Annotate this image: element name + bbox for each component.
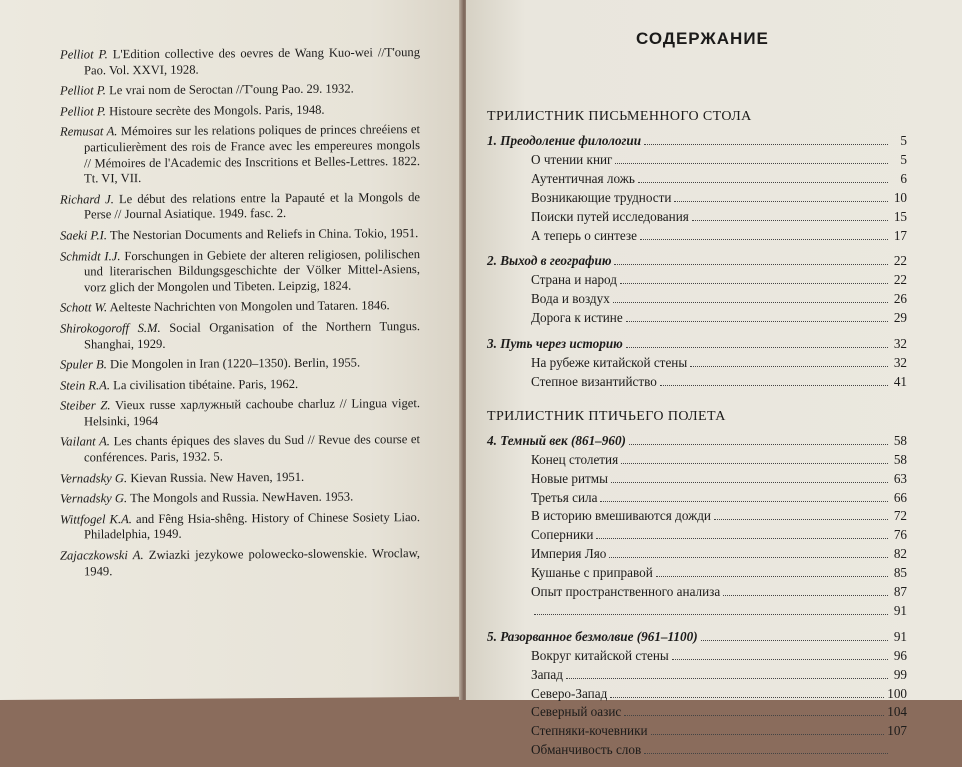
toc-subsection-link[interactable] (487, 373, 907, 392)
bibliography-entry (60, 81, 420, 99)
dot-leader (672, 659, 888, 660)
dot-leader (610, 697, 884, 698)
bibliography-entry (60, 102, 420, 120)
toc-entry-label: Конец столетия (531, 451, 619, 467)
entry-text: The Mongols and Russia. NewHaven. 1953. (130, 489, 354, 506)
toc-entry-label: А теперь о синтезе (531, 227, 637, 243)
dot-leader (609, 557, 888, 558)
bibliography-entry (60, 510, 420, 544)
entry-text: Le vrai nom de Seroctan //T'oung Pao. 29. 1932. (109, 81, 354, 98)
dot-leader (611, 482, 888, 483)
entry-author: Pelliot P. (60, 83, 106, 98)
toc-entry-label: 4. Темный век (861–960) (487, 432, 626, 448)
toc-subsection-link[interactable] (487, 602, 907, 621)
entry-text: Aelteste Nachrichten von Mongolen und Tataren. 1846. (109, 298, 390, 315)
toc-page-number: 96 (893, 647, 907, 663)
toc-entry-label: 2. Выход в географию (487, 253, 612, 269)
bibliography-list (60, 45, 420, 585)
toc-heading: СОДЕРЖАНИЕ (636, 29, 769, 48)
entry-text: Les chants épiques des slaves du Sud // Revue des course et conférences. Paris, 1932. 5. (84, 432, 420, 465)
toc-subsection-link[interactable] (487, 545, 907, 564)
toc-chapter-link[interactable] (487, 132, 907, 151)
entry-text: Le début des relations entre la Papauté et la Mongols de Perse // Journal Asiatique. 1949. fasc. 2. (84, 189, 420, 222)
toc-entry-label: Вода и воздух (531, 291, 610, 307)
toc-page-number: 76 (893, 527, 907, 543)
entry-author: Vernadsky G. (60, 470, 128, 486)
dot-leader (626, 347, 888, 348)
toc-subsection-link[interactable] (487, 151, 907, 170)
toc-page-number: 99 (893, 666, 907, 682)
dot-leader (615, 163, 888, 164)
dot-leader (613, 302, 888, 303)
dot-leader (620, 283, 888, 284)
dot-leader (624, 715, 884, 716)
dot-leader (660, 385, 888, 386)
toc-entry-label: Страна и народ (531, 272, 617, 288)
toc-page-number: 107 (887, 723, 907, 739)
entry-author: Remusat A. (60, 124, 118, 139)
toc-subsection-link[interactable] (487, 583, 907, 602)
toc-chapter-link[interactable] (487, 252, 907, 271)
toc-page-number: 29 (893, 310, 907, 326)
toc-subsection-link[interactable] (487, 526, 907, 545)
toc-page-number: 63 (893, 470, 907, 486)
entry-text: Die Mongolen in Iran (1220–1350). Berlin, 1955. (110, 355, 361, 372)
entry-text: Forschungen in Gebiete der alteren religiosen, polilischen und literarischen Bildungsgeschichte der Völker Mittel-Asiens, vorz glich der Mongolen und Tibeten. Leipzig, 1824. (84, 246, 420, 295)
dot-leader (534, 614, 888, 615)
dot-leader (621, 463, 888, 464)
bibliography-entry (60, 355, 420, 373)
entry-text: Vieux russe харлужный cachoube charluz // Lingua viget. Helsinki, 1964 (84, 396, 420, 429)
toc-subsection-link[interactable] (487, 507, 907, 526)
entry-author: Steiber Z. (60, 398, 111, 413)
toc-chapter-link[interactable] (487, 432, 907, 451)
dot-leader (638, 182, 888, 183)
toc-entry-label: 5. Разорванное безмолвие (961–1100) (487, 628, 698, 644)
toc-subsection-link[interactable] (487, 290, 907, 309)
toc-page-number: 15 (893, 208, 907, 224)
dot-leader (690, 366, 888, 367)
toc-entry-label: Аутентичная ложь (531, 170, 635, 186)
entry-text: Social Organisation of the Northern Tungus. Shanghai, 1929. (84, 318, 420, 351)
toc-subsection-link[interactable] (487, 451, 907, 470)
toc-page-number: 10 (893, 189, 907, 205)
dot-leader (692, 220, 888, 221)
toc-entry-label: Новые ритмы (531, 470, 608, 486)
toc-subsection-link[interactable] (487, 208, 907, 227)
toc-page-number: 82 (893, 546, 907, 562)
toc-page-number: 32 (893, 336, 907, 352)
toc-part-title: ТРИЛИСТНИК ПИСЬМЕННОГО СТОЛА (487, 109, 752, 124)
toc-part (487, 408, 907, 760)
toc-entry-label: Опыт пространственного анализа (531, 584, 721, 600)
dot-leader (656, 576, 888, 577)
dot-leader (701, 640, 888, 641)
toc-page-number: 85 (893, 565, 907, 581)
bibliography-entry (60, 376, 420, 394)
entry-text: L'Edition collective des oevres de Wang Kuo-wei //T'oung Pao. Vol. XXVI, 1928. (84, 45, 420, 78)
bibliography-entry (60, 489, 420, 507)
entry-text: La civilisation tibétaine. Paris, 1962. (113, 376, 299, 392)
toc-page-number: 87 (893, 584, 907, 600)
toc-page-number: 72 (893, 508, 907, 524)
toc-entry-label: Северный оазис (531, 704, 622, 720)
toc-subsection-link[interactable] (487, 271, 907, 290)
toc-subsection-link[interactable] (487, 564, 907, 583)
entry-author: Pelliot P. (60, 47, 108, 62)
toc-chapter-link[interactable] (487, 335, 907, 354)
bibliography-entry (60, 433, 420, 467)
toc-entry-label: Поиски путей исследования (531, 208, 689, 224)
toc-page-number: 104 (887, 704, 907, 720)
toc-entry-label: Кушанье с приправой (531, 565, 653, 581)
toc-entry-label: В историю вмешиваются дожди (531, 508, 711, 524)
toc-page-number: 58 (893, 432, 907, 448)
dot-leader (714, 519, 888, 520)
toc-chapter-section (487, 335, 907, 392)
bibliography-entry (60, 469, 420, 487)
entry-author: Vernadsky G. (60, 491, 128, 506)
toc-entry-label: 3. Путь через историю (487, 336, 623, 352)
entry-author: Wittfogel K.A. (60, 511, 132, 527)
toc-entry-label: Империя Ляо (531, 546, 607, 562)
bibliography-entry (60, 546, 420, 580)
toc-entry-label: Степняки-кочевники (531, 723, 648, 739)
toc-entry-label: Степное византийство (531, 373, 657, 389)
toc-chapter-link[interactable] (487, 628, 907, 647)
toc-page-number: 32 (893, 354, 907, 370)
toc-entry-label: Соперники (531, 527, 594, 543)
toc-entry-label: 1. Преодоление филологии (487, 133, 642, 148)
toc-page-number: 91 (893, 602, 907, 618)
toc-chapter-section (487, 628, 907, 760)
entry-text: Zwiazki jezykowe polowecko-slowenskie. Wroclaw, 1949. (84, 546, 420, 579)
dot-leader (651, 734, 885, 735)
dot-leader (723, 595, 888, 596)
bibliography-entry (60, 298, 420, 316)
toc-subsection-link[interactable] (487, 666, 907, 685)
entry-author: Shirokogoroff S.M. (60, 320, 161, 336)
entry-author: Saeki P.I. (60, 228, 107, 243)
toc-chapter-section (487, 132, 907, 245)
toc-subsection-link[interactable] (487, 685, 907, 704)
toc-page-number: 22 (893, 253, 907, 269)
left-page (0, 0, 462, 700)
toc-entry-label: О чтении книг (531, 151, 613, 167)
entry-author: Zajaczkowski A. (60, 548, 144, 563)
entry-author: Pelliot P. (60, 104, 106, 119)
dot-leader (600, 501, 888, 502)
bibliography-entry (60, 396, 420, 430)
toc-subsection-link[interactable] (487, 354, 907, 373)
toc-entry-label: На рубеже китайской стены (531, 354, 688, 370)
entry-author: Schmidt I.J. (60, 248, 121, 264)
entry-text: Histoure secrète des Mongols. Paris, 1948. (109, 102, 325, 119)
toc-subsection-link[interactable] (487, 470, 907, 489)
toc-entry-label: Обманчивость слов (531, 742, 642, 758)
bibliography-entry (60, 226, 420, 244)
bibliography-entry (60, 45, 420, 79)
bibliography-entry (60, 190, 420, 224)
entry-author: Stein R.A. (60, 377, 111, 393)
toc-entry-label: Вокруг китайской стены (531, 647, 669, 663)
toc-entry-label: Третья сила (531, 489, 598, 505)
toc-page-number: 58 (893, 451, 907, 467)
toc-entry-label: Северо-Запад (531, 685, 608, 701)
entry-text: The Nestorian Documents and Reliefs in China. Tokio, 1951. (109, 226, 419, 243)
entry-author: Schott W. (60, 300, 108, 315)
toc-page-number: 26 (893, 291, 907, 307)
dot-leader (644, 753, 888, 754)
dot-leader (614, 264, 888, 265)
toc-page-number: 22 (893, 272, 907, 288)
toc-page-number: 6 (900, 170, 907, 186)
entry-text: Mémoires sur les relations poliques de princes chreéiens et particulierèment des rois de France avec les empereures mongols // Mémoires de l'Academic des Inscritions et Belles-Lettres. 1822. Tt. VI, VII. (84, 122, 420, 186)
dot-leader (629, 444, 888, 445)
entry-text: and Fêng Hsia-shêng. History of Chinese Sosiety Liao. Philadelphia, 1949. (84, 509, 420, 542)
dot-leader (644, 144, 888, 145)
toc-subsection-link[interactable] (487, 170, 907, 189)
dot-leader (626, 321, 888, 322)
toc-part-title: ТРИЛИСТНИК ПТИЧЬЕГО ПОЛЕТА (487, 408, 726, 424)
toc-page-number: 91 (893, 628, 907, 644)
dot-leader (674, 201, 888, 202)
bibliography-entry (60, 247, 420, 296)
toc-page-number: 66 (893, 489, 907, 505)
toc-page-number: 17 (893, 227, 907, 243)
toc-part (487, 108, 907, 392)
entry-author: Vailant A. (60, 434, 110, 450)
toc-entry-label: Возникающие трудности (531, 189, 672, 205)
toc-subsection-link[interactable] (487, 722, 907, 741)
dot-leader (596, 538, 888, 539)
toc-subsection-link[interactable] (487, 309, 907, 328)
entry-text: Kievan Russia. New Haven, 1951. (130, 469, 305, 485)
dot-leader (640, 239, 888, 240)
toc-entry-label: Запад (531, 666, 563, 682)
toc-page-number: 5 (900, 133, 907, 148)
toc-page-number: 100 (887, 685, 907, 701)
toc-chapter-section (487, 252, 907, 328)
toc-chapter-section (487, 432, 907, 621)
toc-subsection-link[interactable] (487, 647, 907, 666)
toc-entry-label: Дорога к истине (531, 310, 623, 326)
toc-subsection-link[interactable] (487, 741, 907, 760)
toc-subsection-link[interactable] (487, 189, 907, 208)
toc-subsection-link[interactable] (487, 489, 907, 508)
entry-author: Richard J. (60, 191, 114, 207)
entry-author: Spuler B. (60, 357, 107, 372)
toc-subsection-link[interactable] (487, 703, 907, 722)
bibliography-entry (60, 319, 420, 353)
toc-page-number: 41 (893, 373, 907, 389)
bibliography-entry (60, 122, 420, 187)
toc-subsection-link[interactable] (487, 227, 907, 246)
dot-leader (566, 678, 888, 679)
toc-page-number: 5 (900, 151, 907, 167)
table-of-contents (487, 108, 907, 767)
